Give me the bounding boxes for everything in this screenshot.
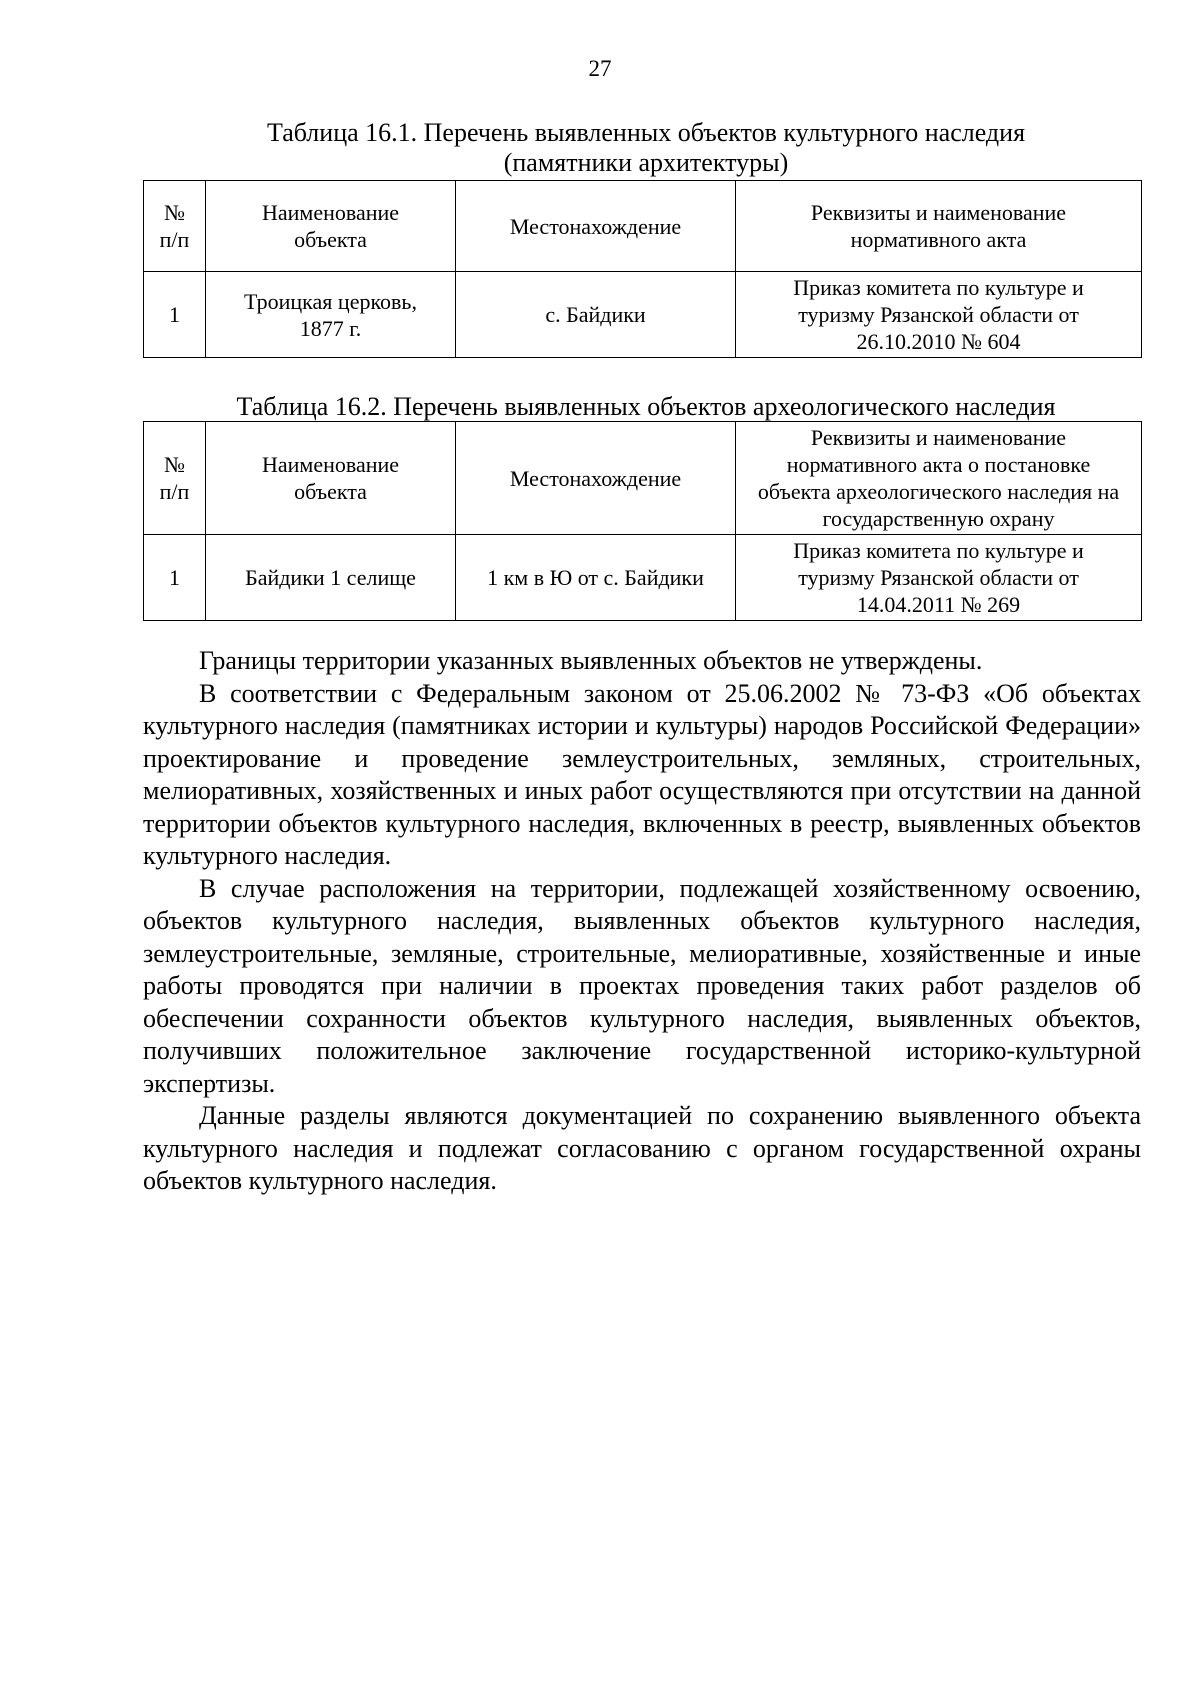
cell-num: 1 (144, 272, 206, 358)
table1-caption-line2: (памятники архитектуры) (503, 148, 789, 177)
cell-location: с. Байдики (456, 272, 736, 358)
table-header-row (144, 181, 1142, 272)
header-num: № п/п (144, 181, 206, 272)
cell-num: 1 (144, 535, 206, 621)
table-header-row (144, 422, 1142, 535)
cell-name: Байдики 1 селище (206, 535, 456, 621)
body-text (143, 645, 1141, 1198)
header-num: № п/п (144, 422, 206, 535)
architecture-monuments-table (143, 180, 1142, 358)
cell-act: Приказ комитета по культуре и туризму Рязанской области от 14.04.2011 № 269 (736, 535, 1142, 621)
header-name: Наименование объекта (206, 422, 456, 535)
cell-name: Троицкая церковь, 1877 г. (206, 272, 456, 358)
paragraph: В соответствии с Федеральным законом от 25.06.2002 № 73-ФЗ «Об объектах культурного наследия (памятниках истории и культуры) народов Российской Федерации» проектирование и проведение землеустроительных, земляных, строительных, мелиоративных, хозяйственных и иных работ осуществляются при отсутствии на данной территории объектов культурного наследия, включенных в реестр, выявленных объектов культурного наследия. (143, 678, 1141, 870)
paragraph: Границы территории указанных выявленных объектов не утверждены. (199, 646, 983, 675)
header-location: Местонахождение (456, 422, 736, 535)
header-name: Наименование объекта (206, 181, 456, 272)
header-act: Реквизиты и наименование нормативного акта о постановке объекта археологического наследия на государственную охрану (736, 422, 1142, 535)
table-row (144, 272, 1142, 358)
paragraph: В случае расположения на территории, подлежащей хозяйственному освоению, объектов культурного наследия, выявленных объектов культурного наследия, землеустроительные, земляные, строительные, мелиоративные, хозяйственные и иные работы проводятся при наличии в проектах проведения таких работ разделов об обеспечении сохранности объектов культурного наследия, выявленных объектов, получивших положительное заключение государственной историко-культурной экспертизы. (143, 873, 1141, 1098)
table1-caption-line1: Таблица 16.1. Перечень выявленных объектов культурного наследия (266, 118, 1026, 147)
header-act: Реквизиты и наименование нормативного акта (736, 181, 1142, 272)
header-location: Местонахождение (456, 181, 736, 272)
table1-caption (146, 118, 1146, 178)
cell-location: 1 км в Ю от с. Байдики (456, 535, 736, 621)
cell-act: Приказ комитета по культуре и туризму Рязанской области от 26.10.2010 № 604 (736, 272, 1142, 358)
archaeological-heritage-table (143, 421, 1142, 621)
table2-caption: Таблица 16.2. Перечень выявленных объектов археологического наследия (236, 392, 1056, 421)
page-number: 27 (588, 56, 612, 81)
table-row (144, 535, 1142, 621)
paragraph: Данные разделы являются документацией по сохранению выявленного объекта культурного наследия и подлежат согласованию с органом государственной охраны объектов культурного наследия. (143, 1101, 1141, 1195)
